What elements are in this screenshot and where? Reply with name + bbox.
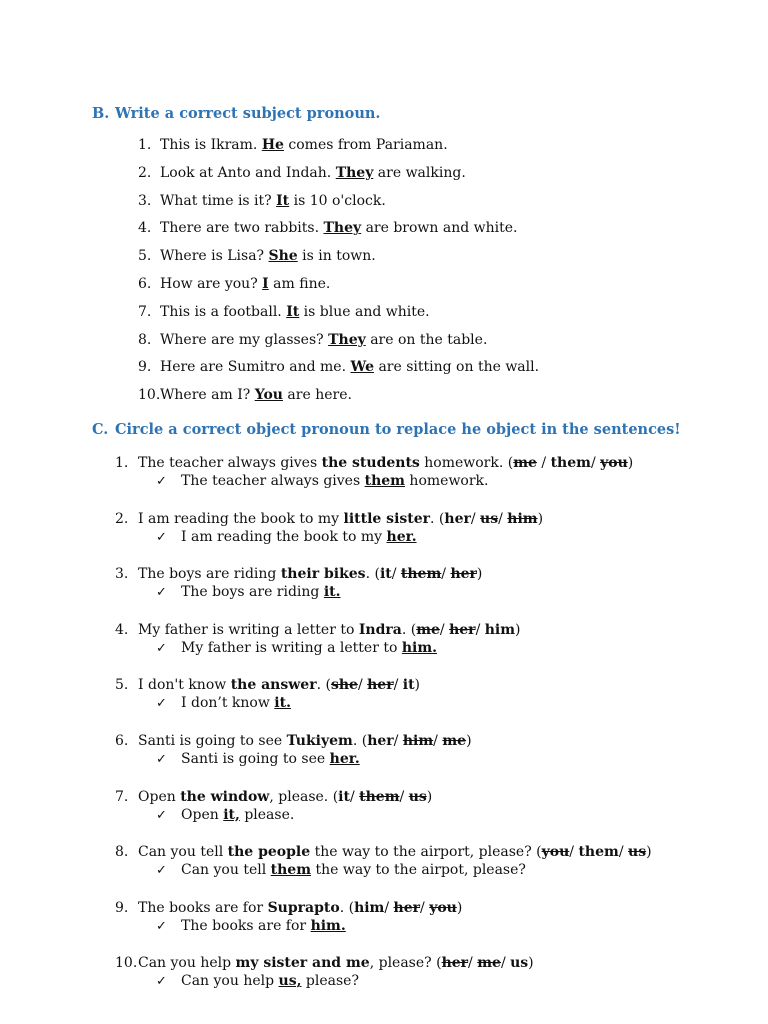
object-answer-1 xyxy=(156,473,488,489)
sentence-start: There are two rabbits. xyxy=(160,220,324,237)
checkmark-icon: ✓ xyxy=(156,585,167,601)
sentence-start: Where am I? xyxy=(160,387,255,404)
answer-start: My father is writing a letter to xyxy=(181,639,402,656)
object-answer-4 xyxy=(156,640,437,656)
option-3: us xyxy=(510,955,529,972)
item-number: 7. xyxy=(138,303,152,320)
object-pronoun-answer: her. xyxy=(329,751,360,767)
checkmark-icon: ✓ xyxy=(156,974,167,990)
checkmark-icon: ✓ xyxy=(156,752,167,767)
answer-start: Open xyxy=(181,806,224,823)
sentence-start: This is a football. xyxy=(160,303,287,320)
answer-start: Santi is going to see xyxy=(181,751,330,767)
question-middle: homework. ( xyxy=(419,455,514,471)
option-1: it xyxy=(338,788,350,805)
section-b-heading xyxy=(92,105,380,122)
question-middle: . ( xyxy=(352,733,368,749)
subject-pronoun-answer: You xyxy=(254,387,283,404)
object-phrase: their bikes xyxy=(280,566,366,583)
option-separator: / xyxy=(357,677,368,694)
option-3: it xyxy=(402,677,415,694)
object-question-8 xyxy=(115,844,652,860)
subject-pronoun-answer: It xyxy=(276,192,290,209)
option-2: us xyxy=(480,510,499,527)
item-number: 5. xyxy=(138,248,152,265)
sentence-start: How are you? xyxy=(160,276,263,292)
answer-start: Can you help xyxy=(181,973,279,990)
item-number: 7. xyxy=(115,788,129,805)
subject-pronoun-answer: They xyxy=(323,220,362,237)
option-2: them xyxy=(550,455,591,471)
question-start: The boys are riding xyxy=(138,566,281,583)
answer-start: The books are for xyxy=(181,917,311,934)
object-pronoun-answer: him. xyxy=(401,639,438,656)
sentence-start: Where are my glasses? xyxy=(160,331,329,348)
object-answer-2 xyxy=(156,529,417,545)
object-pronoun-answer: her. xyxy=(386,528,417,545)
subject-item-9 xyxy=(138,359,539,375)
object-phrase: Suprapto xyxy=(267,899,340,916)
question-middle: . ( xyxy=(316,677,331,694)
object-question-6 xyxy=(115,733,472,749)
option-3: me xyxy=(442,733,467,749)
item-number: 4. xyxy=(138,220,152,237)
object-question-10 xyxy=(115,955,534,971)
question-middle: the way to the airport, please? ( xyxy=(310,844,542,861)
option-separator: / xyxy=(468,955,478,972)
item-number: 3. xyxy=(138,192,152,209)
object-phrase: Tukiyem xyxy=(286,733,353,749)
option-1: her xyxy=(441,955,469,972)
options-close: ) xyxy=(414,677,421,694)
item-number: 3. xyxy=(115,566,129,583)
subject-item-10 xyxy=(138,387,352,403)
checkmark-icon: ✓ xyxy=(156,696,167,712)
option-separator: / xyxy=(384,899,394,916)
object-question-5 xyxy=(115,677,420,693)
option-3: him xyxy=(484,621,516,638)
subject-pronoun-answer: She xyxy=(268,248,298,265)
item-number: 5. xyxy=(115,677,129,694)
option-2: me xyxy=(477,955,501,972)
sentence-end: is 10 o'clock. xyxy=(289,192,386,209)
subject-pronoun-answer: It xyxy=(286,303,300,320)
checkmark-icon: ✓ xyxy=(156,529,167,545)
object-answer-3 xyxy=(156,584,341,600)
subject-item-7 xyxy=(138,304,430,320)
option-1: it xyxy=(379,566,392,583)
checkmark-icon: ✓ xyxy=(156,474,167,489)
object-question-2 xyxy=(115,511,543,527)
object-question-3 xyxy=(115,566,482,582)
object-answer-9 xyxy=(156,918,346,934)
item-number: 6. xyxy=(115,733,129,749)
subject-pronoun-answer: They xyxy=(335,164,374,181)
option-2: her xyxy=(367,677,394,694)
object-pronoun-answer: it. xyxy=(274,695,291,712)
question-middle: . ( xyxy=(365,566,380,583)
item-number: 1. xyxy=(138,137,152,153)
object-question-1 xyxy=(115,455,633,471)
checkmark-icon: ✓ xyxy=(156,863,167,879)
subject-item-2 xyxy=(138,165,466,181)
options-close: ) xyxy=(456,899,463,916)
option-2: them xyxy=(400,566,442,583)
sentence-end: are walking. xyxy=(373,164,466,181)
answer-start: I am reading the book to my xyxy=(181,528,387,545)
item-number: 8. xyxy=(115,844,129,861)
sentence-end: are sitting on the wall. xyxy=(374,359,540,376)
options-close: ) xyxy=(466,733,472,749)
sentence-end: am fine. xyxy=(268,276,331,292)
object-question-4 xyxy=(115,622,521,638)
question-start: Can you help xyxy=(138,955,236,972)
options-close: ) xyxy=(646,844,652,861)
sentence-start: What time is it? xyxy=(160,192,277,209)
sentence-end: are here. xyxy=(282,387,352,404)
sentence-end: comes from Pariaman. xyxy=(283,137,448,153)
options-close: ) xyxy=(426,788,433,805)
section-c-title: Circle a correct object pronoun to replace he object in the sentences! xyxy=(115,421,681,438)
object-phrase: the answer xyxy=(230,677,317,694)
option-separator: / xyxy=(475,621,485,638)
question-start: Santi is going to see xyxy=(138,733,287,749)
options-close: ) xyxy=(476,566,483,583)
section-b-letter: B. xyxy=(92,105,110,122)
option-3: you xyxy=(429,899,457,916)
item-number: 9. xyxy=(115,899,129,916)
object-pronoun-answer: them xyxy=(364,473,405,489)
object-phrase: the people xyxy=(227,844,311,861)
subject-item-8 xyxy=(138,332,487,348)
subject-pronoun-answer: I xyxy=(262,276,269,292)
item-number: 10. xyxy=(115,955,138,972)
option-1: me xyxy=(416,621,440,638)
option-separator: / xyxy=(498,510,508,527)
option-separator: / xyxy=(536,455,551,471)
item-number: 8. xyxy=(138,331,152,348)
options-close: ) xyxy=(528,955,534,972)
sentence-end: are brown and white. xyxy=(361,220,518,237)
options-close: ) xyxy=(627,455,634,471)
option-1: her xyxy=(444,510,471,527)
question-middle: . ( xyxy=(401,621,417,638)
question-start: I am reading the book to my xyxy=(138,510,344,527)
option-2: them xyxy=(359,788,400,805)
sentence-end: are on the table. xyxy=(365,331,488,348)
item-number: 4. xyxy=(115,621,129,638)
answer-start: The teacher always gives xyxy=(181,473,365,489)
option-separator: / xyxy=(618,844,629,861)
option-2: them xyxy=(578,844,619,861)
item-number: 2. xyxy=(115,510,129,527)
object-pronoun-answer: them xyxy=(270,862,312,879)
sentence-start: Where is Lisa? xyxy=(160,248,269,265)
option-separator: / xyxy=(590,455,601,471)
option-separator: / xyxy=(393,677,403,694)
subject-pronoun-answer: They xyxy=(328,331,366,348)
answer-start: I don’t know xyxy=(181,695,275,712)
checkmark-icon: ✓ xyxy=(156,640,167,656)
subject-item-6 xyxy=(138,276,330,292)
option-separator: / xyxy=(439,621,450,638)
object-pronoun-answer: it. xyxy=(323,584,341,601)
option-3: us xyxy=(628,844,647,861)
subject-item-5 xyxy=(138,248,376,264)
object-answer-5 xyxy=(156,695,291,711)
object-answer-10 xyxy=(156,973,359,989)
question-start: My father is writing a letter to xyxy=(138,621,359,638)
option-separator: / xyxy=(433,733,443,749)
answer-start: Can you tell xyxy=(181,862,271,879)
options-close: ) xyxy=(515,621,521,638)
option-separator: / xyxy=(391,566,401,583)
subject-pronoun-answer: He xyxy=(261,137,284,153)
option-separator: / xyxy=(500,955,511,972)
option-separator: / xyxy=(349,788,360,805)
option-3: him xyxy=(507,510,538,527)
section-b-title: Write a correct subject pronoun. xyxy=(115,105,381,122)
option-separator: / xyxy=(441,566,451,583)
option-3: us xyxy=(408,788,427,805)
option-3: her xyxy=(450,566,477,583)
option-separator: / xyxy=(393,733,403,749)
checkmark-icon: ✓ xyxy=(156,807,167,823)
question-middle: . ( xyxy=(339,899,355,916)
option-1: me xyxy=(513,455,537,471)
question-start: I don't know xyxy=(138,677,231,694)
sentence-start: This is Ikram. xyxy=(160,137,262,153)
answer-end: please. xyxy=(239,806,295,823)
option-separator: / xyxy=(420,899,430,916)
option-2: her xyxy=(449,621,476,638)
object-phrase: my sister and me xyxy=(235,955,370,972)
section-c-heading xyxy=(92,421,681,438)
object-phrase: Indra xyxy=(358,621,402,638)
sentence-start: Here are Sumitro and me. xyxy=(160,359,351,376)
question-middle: , please. ( xyxy=(269,788,339,805)
option-separator: / xyxy=(399,788,409,805)
question-start: Open xyxy=(138,788,181,805)
object-question-7 xyxy=(115,789,432,805)
option-1: you xyxy=(541,844,570,861)
sentence-start: Look at Anto and Indah. xyxy=(160,164,336,181)
option-1: she xyxy=(330,677,358,694)
item-number: 10. xyxy=(138,387,161,404)
option-2: him xyxy=(402,733,434,749)
option-1: her xyxy=(367,733,394,749)
subject-item-1 xyxy=(138,137,448,153)
item-number: 6. xyxy=(138,276,152,292)
subject-item-4 xyxy=(138,220,518,236)
options-close: ) xyxy=(537,510,544,527)
question-start: The teacher always gives xyxy=(138,455,322,471)
section-c-letter: C. xyxy=(92,421,109,438)
answer-end: homework. xyxy=(404,473,489,489)
object-pronoun-answer: us, xyxy=(278,973,302,990)
object-answer-6 xyxy=(156,751,360,767)
subject-pronoun-answer: We xyxy=(350,359,374,376)
option-separator: / xyxy=(569,844,579,861)
answer-end: please? xyxy=(301,973,359,990)
option-3: you xyxy=(600,455,628,471)
object-phrase: the window xyxy=(180,788,270,805)
object-answer-8 xyxy=(156,862,526,878)
object-pronoun-answer: him. xyxy=(310,917,346,934)
option-2: her xyxy=(393,899,421,916)
item-number: 9. xyxy=(138,359,152,376)
checkmark-icon: ✓ xyxy=(156,918,167,934)
item-number: 2. xyxy=(138,164,152,181)
answer-end: the way to the airpot, please? xyxy=(311,862,526,879)
object-question-9 xyxy=(115,900,462,916)
sentence-end: is blue and white. xyxy=(299,303,430,320)
object-phrase: little sister xyxy=(343,510,431,527)
question-middle: . ( xyxy=(430,510,445,527)
question-middle: , please? ( xyxy=(369,955,442,972)
subject-item-3 xyxy=(138,193,386,209)
object-answer-7 xyxy=(156,807,294,823)
sentence-end: is in town. xyxy=(297,248,376,265)
option-1: him xyxy=(354,899,385,916)
object-pronoun-answer: it, xyxy=(223,806,240,823)
option-separator: / xyxy=(470,510,481,527)
object-phrase: the students xyxy=(321,455,420,471)
item-number: 1. xyxy=(115,455,129,471)
question-start: The books are for xyxy=(138,899,268,916)
answer-start: The boys are riding xyxy=(181,584,324,601)
question-start: Can you tell xyxy=(138,844,228,861)
